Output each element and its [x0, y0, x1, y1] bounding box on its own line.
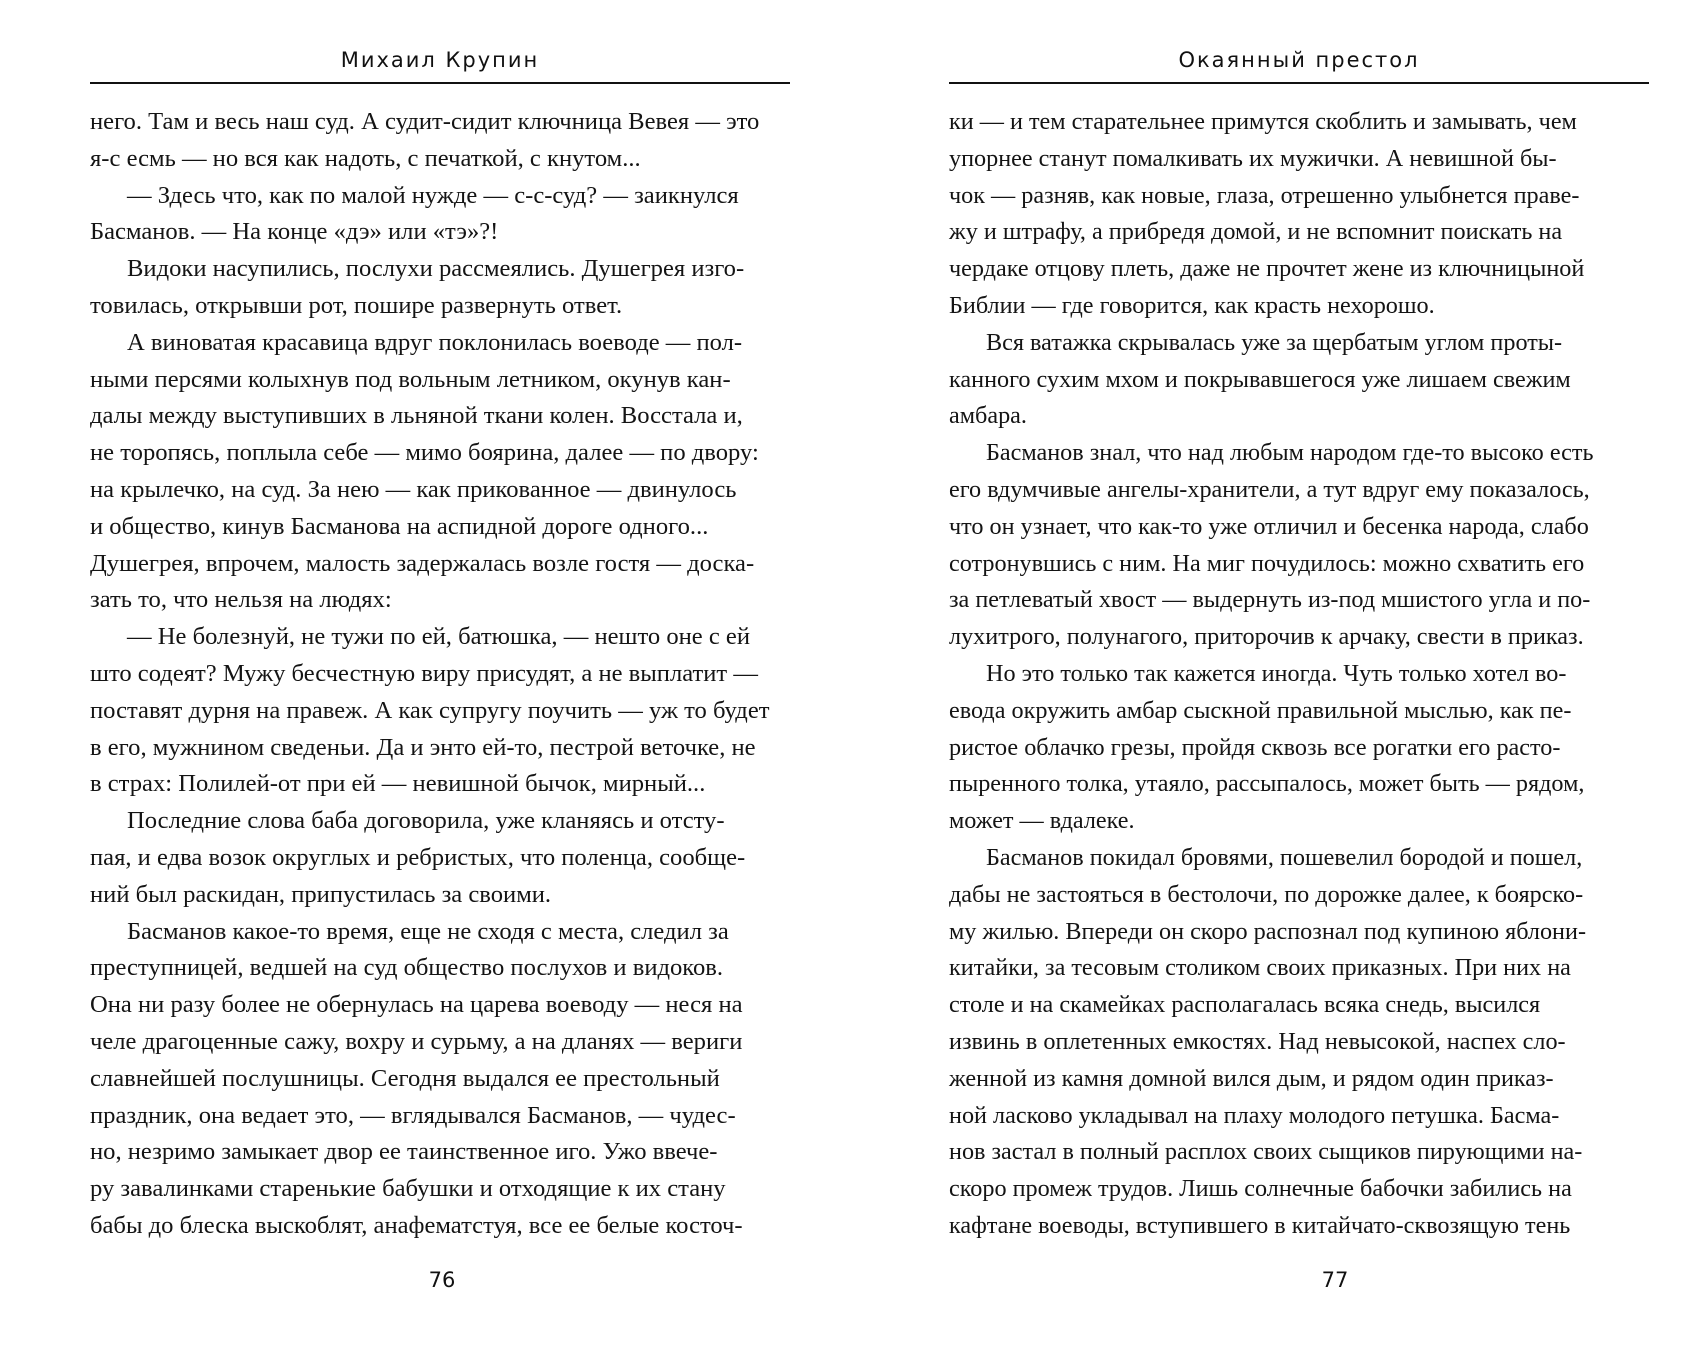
text-line: может — вдалеке. [949, 807, 1135, 835]
text-line: Библии — где говорится, как красть нехорошо. [949, 291, 1435, 319]
text-line: на крылечко, на суд. За нею — как прикованное — двинулось [90, 475, 737, 503]
page-number: 76 [428, 1268, 456, 1292]
body-text [90, 104, 790, 1245]
text-line: — Не болезнуй, не тужи по ей, батюшка, — нешто оне с ей [127, 623, 751, 651]
body-text [949, 104, 1649, 1245]
text-line: ки — и тем старательнее примутся скоблить и замывать, чем [949, 108, 1577, 135]
text-line: и общество, кинув Басманова на аспидной дороге одного... [90, 512, 709, 540]
text-line: ний был раскидан, припустилась за своими. [90, 880, 552, 908]
text-line: что он узнает, что как-то уже отличил и бесенка народа, слабо [949, 512, 1589, 540]
text-line: но, незримо замыкает двор ее таинственное иго. Ужо ввече- [90, 1138, 718, 1166]
text-line: ру завалинками старенькие бабушки и отходящие к их стану [90, 1175, 726, 1203]
text-line: лухитрого, полунагого, приторочив к арчаку, свести в приказ. [949, 623, 1584, 651]
text-line: в его, мужнином сведеньи. Да и энто ей-то, пестрой веточке, не [90, 733, 756, 761]
text-line: му жилью. Впереди он скоро распознал под купиною яблони- [949, 917, 1586, 945]
text-line: чердаке отцову плеть, даже не прочтет жене из ключницыной [949, 255, 1585, 283]
text-line: Последние слова баба договорила, уже кланяясь и отсту- [127, 807, 725, 835]
text-line: Видоки насупились, послухи рассмеялись. Душегрея изго- [127, 255, 745, 283]
text-line: китайки, за тесовым столиком своих приказных. При них на [949, 954, 1571, 982]
text-line: пая, и едва возок округлых и ребристых, что поленца, сообще- [90, 843, 746, 871]
text-line: праздник, она ведает это, — вглядывался Басманов, — чудес- [90, 1101, 736, 1129]
text-line: в страх: Полилей-от при ей — невишной бычок, мирный... [90, 770, 706, 798]
text-line: Басманов покидал бровями, пошевелил бородой и пошел, [986, 843, 1583, 871]
text-line: женной из камня домной вился дым, и рядом один приказ- [949, 1064, 1554, 1092]
running-head-title: Окаянный престол [1178, 48, 1420, 72]
text-line: А виноватая красавица вдруг поклонилась воеводе — пол- [127, 328, 743, 356]
text-line: я-с есмь — но вся как надоть, с печаткой, с кнутом... [90, 144, 641, 172]
page-number: 77 [1321, 1268, 1349, 1292]
text-line: челе драгоценные сажу, вохру и сурьму, а на дланях — вериги [90, 1027, 743, 1055]
text-line: ными персями колыхнув под вольным летником, окунув кан- [90, 365, 731, 393]
text-line: ристое облачко грезы, пройдя сквозь все рогатки его расто- [949, 733, 1561, 761]
text-line: скоро промеж трудов. Лишь солнечные бабочки забились на [949, 1175, 1572, 1203]
text-line: канного сухим мхом и покрывавшегося уже лишаем свежим [949, 365, 1571, 393]
text-line: его вдумчивые ангелы-хранители, а тут вдруг ему показалось, [949, 475, 1590, 503]
right-page [849, 0, 1698, 1362]
text-line: извинь в оплетенных емкостях. Над невысокой, наспех сло- [949, 1027, 1566, 1055]
text-line: амбара. [949, 402, 1027, 430]
text-line: упорнее станут помалкивать их мужички. А невишной бы- [949, 144, 1557, 172]
text-line: за петлеватый хвост — выдернуть из-под мшистого угла и по- [949, 586, 1591, 614]
text-line: зать то, что нельзя на людях: [90, 586, 392, 614]
text-line: Басманов. — На конце «дэ» или «тэ»?! [90, 218, 499, 246]
text-line: товилась, открывши рот, пошире развернуть ответ. [90, 291, 623, 319]
text-line: ной ласково укладывал на плаху молодого петушка. Басма- [949, 1101, 1560, 1129]
text-line: што содеят? Мужу бесчестную виру присудят, а не выплатит — [90, 659, 758, 687]
text-line: него. Там и весь наш суд. А судит-сидит ключница Вевея — это [90, 108, 760, 135]
text-line: далы между выступивших в льняной ткани колен. Восстала и, [90, 402, 743, 430]
text-line: евода окружить амбар сыскной правильной мыслью, как пе- [949, 696, 1572, 724]
text-line: — Здесь что, как по малой нужде — с-с-суд? — заикнулся [127, 181, 739, 209]
text-line: преступницей, ведшей на суд общество послухов и видоков. [90, 954, 724, 982]
running-head-author: Михаил Крупин [340, 48, 540, 72]
text-line: кафтане воеводы, вступившего в китайчато-сквозящую тень [949, 1211, 1571, 1239]
text-line: поставят дурня на правеж. А как супругу поучить — уж то будет [90, 696, 770, 724]
text-line: Басманов знал, что над любым народом где-то высоко есть [986, 439, 1594, 467]
text-line: столе и на скамейках располагалась всяка снедь, высился [949, 991, 1541, 1019]
text-line: Но это только так кажется иногда. Чуть только хотел во- [986, 659, 1567, 687]
text-line: Душегрея, впрочем, малость задержалась возле гостя — доска- [90, 549, 755, 577]
text-line: бабы до блеска выскоблят, анафематстуя, все ее белые косточ- [90, 1211, 743, 1239]
text-line: Вся ватажка скрывалась уже за щербатым углом проты- [986, 328, 1563, 356]
text-line: дабы не застояться в бестолочи, по дорожке далее, к боярско- [949, 880, 1584, 908]
text-line: Она ни разу более не обернулась на царева воеводу — неся на [90, 991, 743, 1019]
text-line: не торопясь, поплыла себе — мимо боярина, далее — по двору: [90, 439, 759, 467]
text-line: Басманов какое-то время, еще не сходя с места, следил за [127, 917, 729, 945]
text-line: славнейшей послушницы. Сегодня выдался ее престольный [90, 1064, 720, 1092]
text-line: жу и штрафу, а прибредя домой, и не вспомнит поискать на [949, 218, 1563, 246]
header-rule [949, 82, 1649, 84]
text-line: чок — разняв, как новые, глаза, отрешенно улыбнется праве- [949, 181, 1580, 209]
text-line: пыренного толка, утаяло, рассыпалось, может быть — рядом, [949, 770, 1585, 798]
header-rule [90, 82, 790, 84]
text-line: сотронувшись с ним. На миг почудилось: можно схватить его [949, 549, 1585, 577]
text-line: нов застал в полный расплох своих сыщиков пирующими на- [949, 1138, 1583, 1166]
